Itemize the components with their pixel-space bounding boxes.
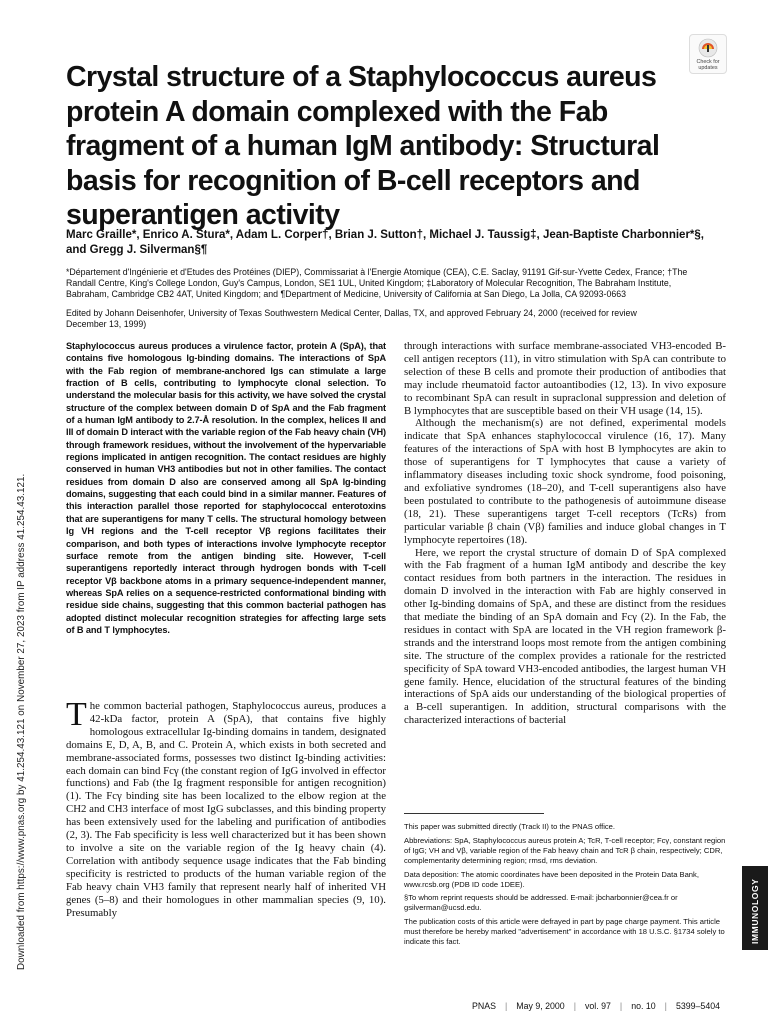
footer-date: May 9, 2000 xyxy=(516,1001,565,1011)
running-footer xyxy=(472,1001,732,1011)
download-watermark xyxy=(0,0,27,1024)
section-tab xyxy=(742,866,768,950)
footnote-reprints: §To whom reprint requests should be addressed. E-mail: jbcharbonnier@cea.fr or gsilverman@ucsd.edu. xyxy=(404,893,678,913)
drop-cap: T xyxy=(66,696,87,733)
footer-volume: vol. 97 xyxy=(584,1001,611,1011)
body-paragraph-3: Here, we report the crystal structure of domain D of SpA complexed with the Fab fragment of a human IgM antibody and describe the key contact residues from both partners in the interaction. The residues in domain D involved in the interaction with Fab are highly conserved in other Ig-binding domains of SpA, and these are distinct from the residues that mediate the binding of an SpA domain and Fcγ (2). In the Fab, the residues in contact with SpA are located in the VH region framework β-strands and the interstrand loops most remote from the antigen combining site. The structure of the complex provides a rationale for the restricted specificity of SpA toward VH3-encoded antibodies, the largest human VH gene family. Hence, elucidation of the structural features of the binding interactions of SpA aids our understanding of the biological properties of a B-cell superantigen. In addition, structural comparisons with the characterized interactions of bacterial xyxy=(404,546,726,727)
author-list: Marc Graille*, Enrico A. Stura*, Adam L. Corper†, Brian J. Sutton†, Michael J. Taussig‡, Jean-Baptiste Charbonnier*§, and Gregg J. Silverman§¶ xyxy=(66,229,704,256)
affiliations: *Département d'Ingénierie et d'Etudes des Protéines (DIEP), Commissariat à l'Energie Atomique (CEA), C.E. Saclay, 91191 Gif-sur-Yvette Cedex, France; †The Randall Centre, King's College London, Guy's Campus, London, SE1 1UL, United Kingdom; ‡Laboratory of Molecular Recognition, The Babraham Institute, Babraham, Cambridge CB2 4AT, United Kingdom; and ¶Department of Medicine, University of California at San Diego, La Jolla, CA 92093-0663 xyxy=(66,267,688,300)
footer-separator: | xyxy=(619,1001,623,1011)
footnote-abbreviations: Abbreviations: SpA, Staphylococcus aureus protein A; TcR, T-cell receptor; Fcγ, constant region of IgG; VH and Vβ, variable region of the Fab heavy chain and TcR β chain, respectively; CDR, complementarity determining region; rmsd, rms deviation. xyxy=(404,835,726,865)
download-note-text: Downloaded from https://www.pnas.org by 41.254.43.121 on November 27, 2023 from IP address 41.254.43.121. xyxy=(16,473,27,970)
footer-pages: 5399–5404 xyxy=(675,1001,721,1011)
footnote-divider xyxy=(404,813,544,814)
footnote-track: This paper was submitted directly (Track II) to the PNAS office. xyxy=(404,822,616,831)
check-for-updates-icon xyxy=(698,38,718,58)
body-paragraph-2: Although the mechanism(s) are not defined, experimental models indicate that SpA enhances staphylococcal virulence (16, 17). Many features of the interactions of SpA with host B lymphocytes are akin to those of superantigens for T lymphocytes that cause a variety of inflammatory diseases including toxic shock syndrome, food poisoning, and exfoliative syndromes (18–20), and T-cell superantigens also have been postulated to contribute to the pathogenesis of autoimmune disease (18, 21). These superantigens target T-cell receptors (TcRs) from particular variable β chain (Vβ) families and induce global changes in T lymphocyte repertoires (18). xyxy=(404,417,726,546)
check-for-updates-label: Check for updates xyxy=(696,59,720,71)
intro-paragraph: he common bacterial pathogen, Staphylococcus aureus, produces a 42-kDa factor, protein A (SpA), that contains five highly homologous extracellular Ig-binding domains in tandem, designated domains E, D, A, B, and C. Protein A, which exists in both secreted and membrane-associated forms, possesses two distinct Ig-binding activities: each domain can bind Fcγ (the constant region of IgG involved in effector functions) and Fab (the Ig fragment responsible for antigen recognition) (1). The Fcγ binding site has been localized to the elbow region at the CH2 and CH3 interface of most IgG subclasses, and this binding property has been extensively used for the labeling and purification of antibodies (2, 3). The Fab specificity is less well characterized but it has been shown to involve a site on the variable region of the Ig heavy chain (4). Correlation with antibody sequence usage indicates that the Fab binding specificity is restricted to products of the human variable region of the Fab heavy chain VH3 family that represent nearly half of inherited VH genes (5–8) and their homologues in other mammalian species (9, 10). Presumably xyxy=(66,700,386,919)
footer-separator: | xyxy=(573,1001,576,1011)
footer-journal: PNAS xyxy=(472,1001,496,1011)
footer-number: no. 10 xyxy=(631,1001,656,1011)
footer-separator: | xyxy=(664,1001,667,1011)
footnote-data-deposition: Data deposition: The atomic coordinates have been deposited in the Protein Data Bank, www.rcsb.org (PDB ID code 1DEE). xyxy=(404,869,699,889)
body-column-right xyxy=(404,340,726,727)
footnote-publication-costs: The publication costs of this article were defrayed in part by page charge payment. This article must therefore be hereby marked "advertisement" in accordance with 18 U.S.C. §1734 solely to indicate this fact. xyxy=(404,917,725,947)
article-title: Crystal structure of a Staphylococcus aureus protein A domain complexed with the Fab fragment of a human IgM antibody: Structural basis for recognition of B-cell receptors and superantigen activity xyxy=(66,61,660,231)
abstract: Staphylococcus aureus produces a virulence factor, protein A (SpA), that contains five homologous Ig-binding domains. The interactions of SpA with the Fab region of membrane-anchored Igs can stimulate a large fraction of B cells, contributing to lymphocyte clonal selection. To understand the molecular basis for this activity, we have solved the crystal structure of the complex between domain D of SpA and the Fab fragment of a human IgM antibody to 2.7-Å resolution. In the complex, helices II and III of domain D interact with the variable region of the Fab heavy chain (VH) through framework residues, without the involvement of the hypervariable regions implicated in antigen recognition. The contact residues are highly conserved in human VH3 antibodies but not in other families. The contact residues from domain D also are conserved among all SpA Ig-binding domains, suggesting that each could bind in a similar manner. Features of this interaction parallel those reported for staphylococcal enterotoxins that are superantigens for many T cells. The structural homology between Ig VH regions and the T-cell receptor Vβ regions facilitates their comparison, and both types of interactions involve lymphocyte receptor surface remote from the antigen binding site. However, T-cell superantigens reportedly interact through hydrogen bonds with T-cell receptor Vβ backbone atoms in a primary sequence-independent manner, whereas SpA relies on a sequence-restricted conformational binding with residue side chains, suggesting that this common bacterial pathogen has adopted distinct molecular recognition strategies for affecting large sets of B and T lymphocytes. xyxy=(66,341,386,635)
section-tab-label: IMMUNOLOGY xyxy=(750,878,760,944)
body-paragraph-1: through interactions with surface membrane-associated VH3-encoded B-cell antigen receptors (11), in vitro stimulation with SpA can contribute to selection of these B cells and promote their production of antibodies that may include rheumatoid factor autoantibodies (12, 13). In vivo exposure to recombinant SpA can result in supraclonal suppression and deletion of B lymphocytes that are susceptible based on their VH usage (14, 15). xyxy=(404,340,726,417)
edited-by-note: Edited by Johann Deisenhofer, University of Texas Southwestern Medical Center, Dallas, TX, and approved February 24, 2000 (received for review December 13, 1999) xyxy=(66,308,637,330)
footer-separator: | xyxy=(504,1001,508,1011)
intro-column-left xyxy=(66,696,386,919)
footnotes xyxy=(404,822,726,951)
